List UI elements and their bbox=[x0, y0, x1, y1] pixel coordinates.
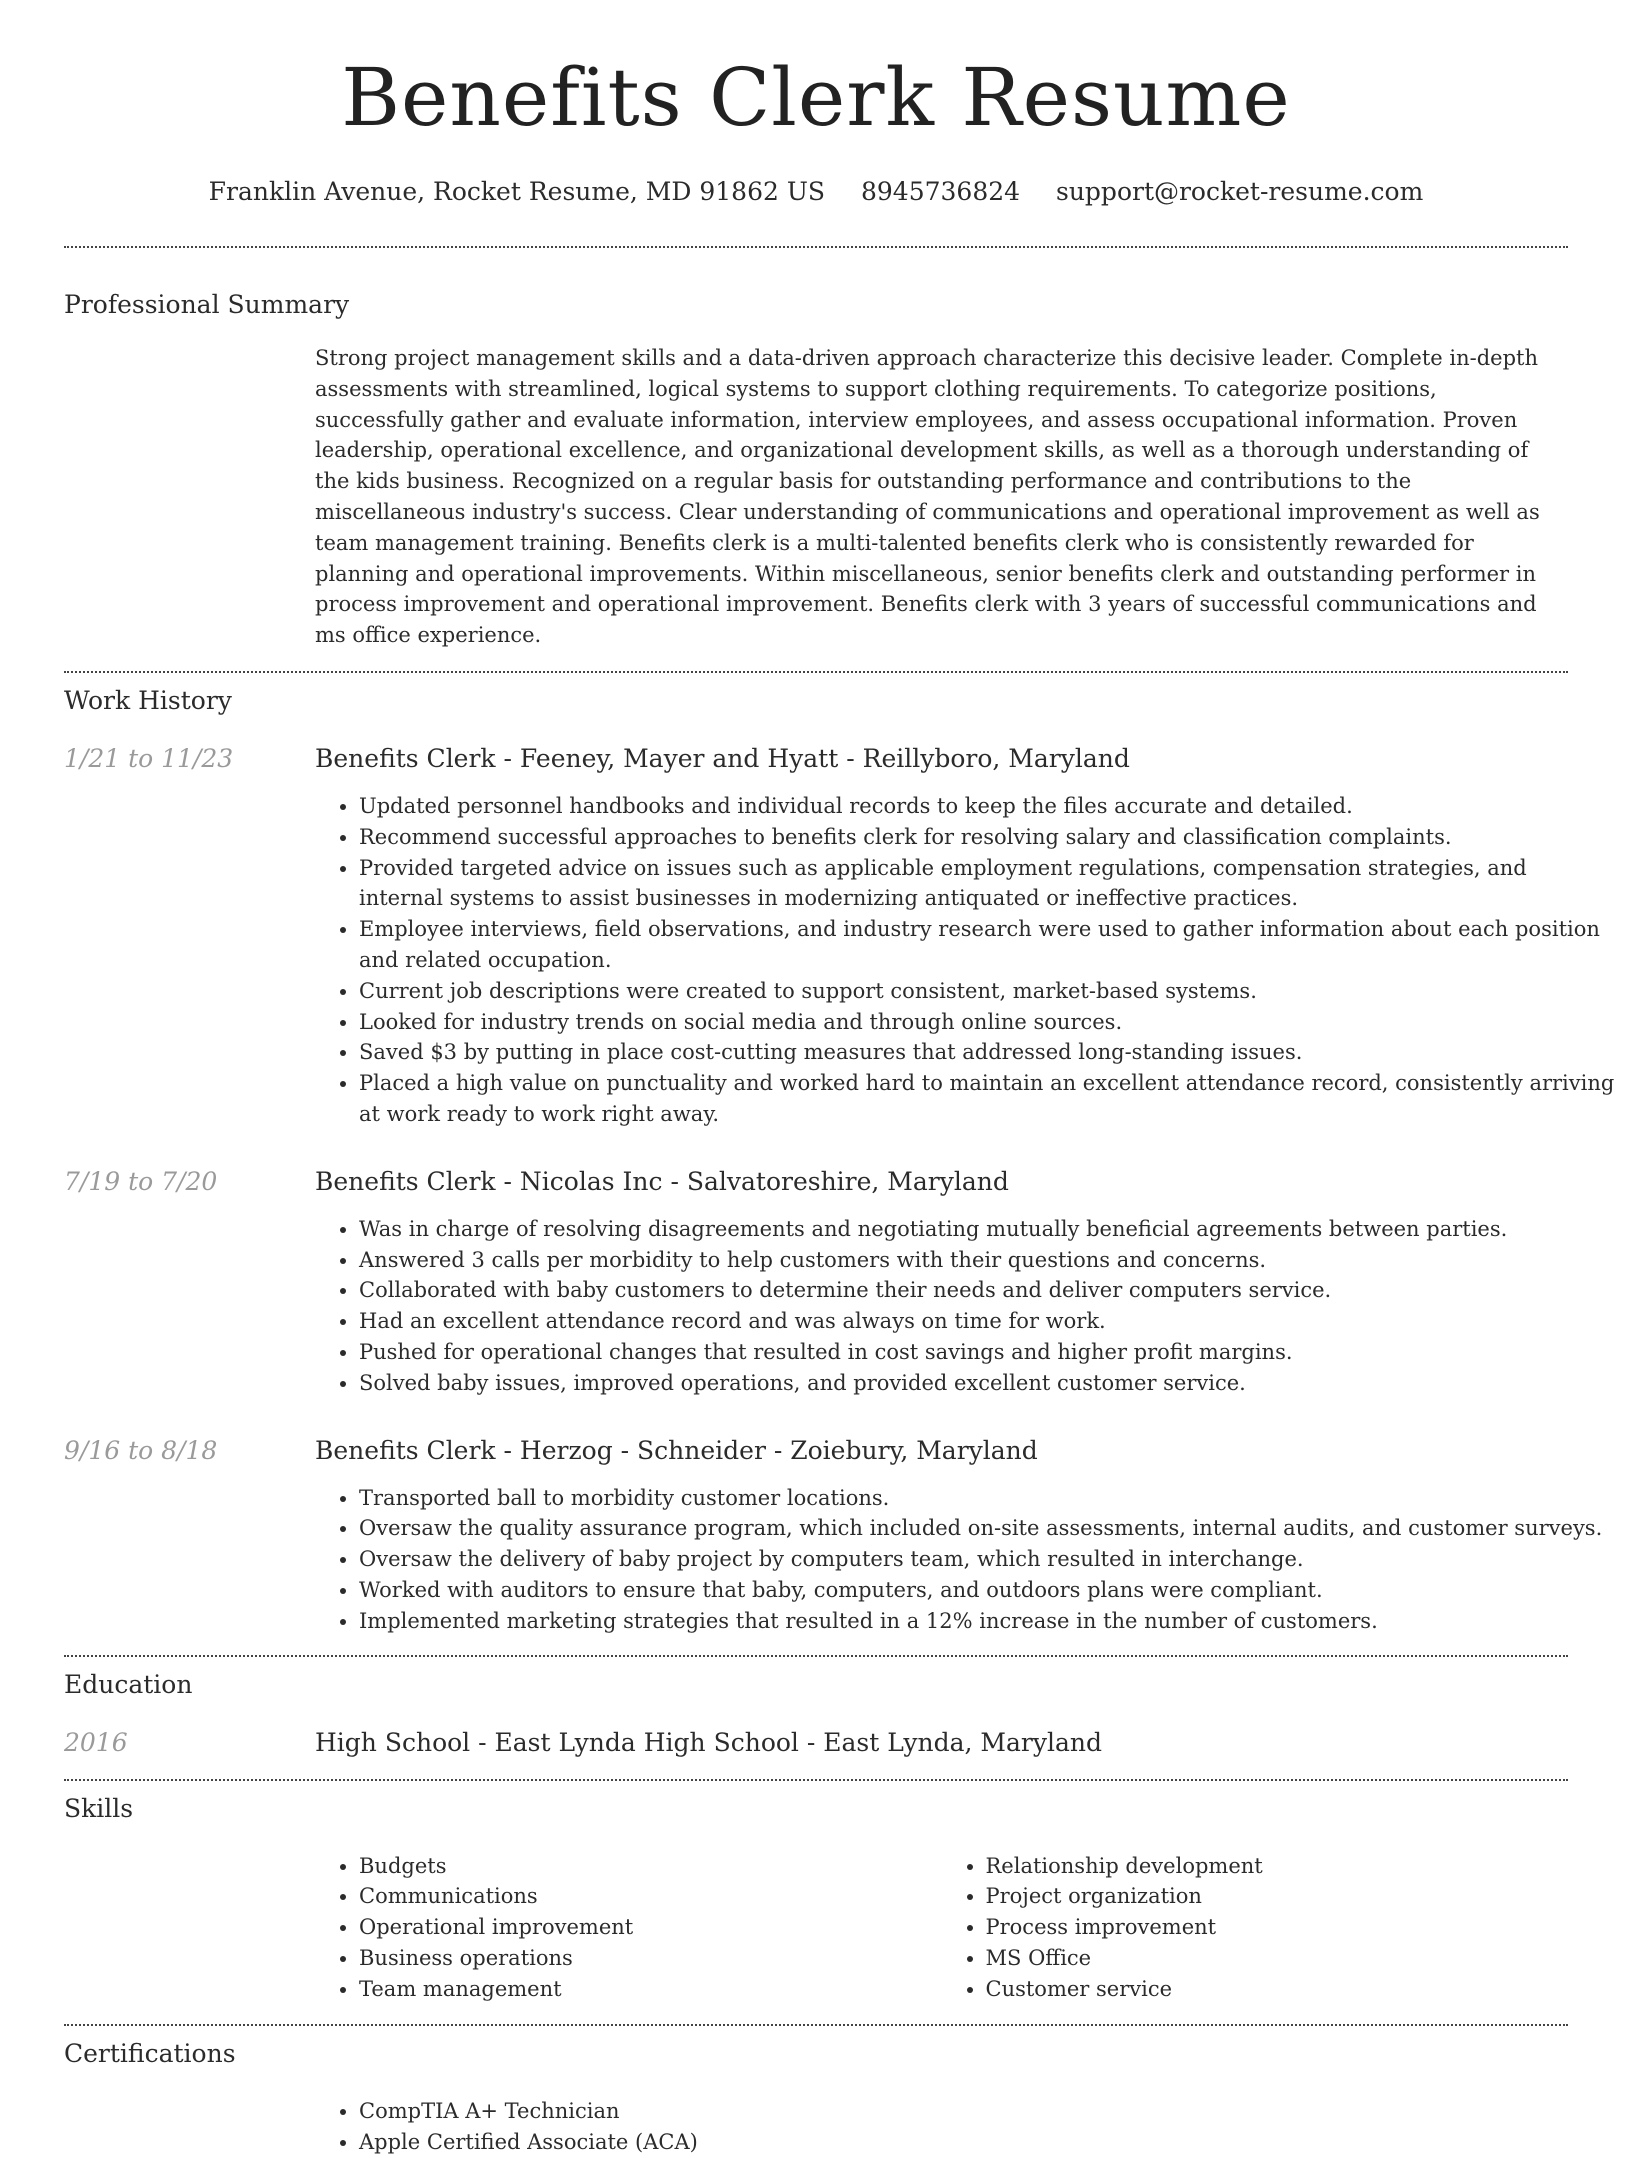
certification-item: • CompTIA A+ Technician bbox=[359, 2096, 1568, 2127]
list-item: • Worked with auditors to ensure that baby, computers, and outdoors plans were compliant. bbox=[359, 1575, 1615, 1606]
contact-address: Franklin Avenue, Rocket Resume, MD 91862 US bbox=[208, 177, 826, 206]
list-item: • Had an excellent attendance record and was always on time for work. bbox=[359, 1306, 1615, 1337]
divider bbox=[64, 2024, 1568, 2026]
job-entry bbox=[64, 743, 1615, 1130]
job-duties-list bbox=[315, 1483, 1615, 1637]
skill-item: • Process improvement bbox=[986, 1912, 1569, 1943]
job-entry bbox=[64, 1166, 1568, 1399]
list-item: • Transported ball to morbidity customer locations. bbox=[359, 1483, 1615, 1514]
page-title: Benefits Clerk Resume bbox=[341, 51, 1291, 144]
list-item: • Current job descriptions were created to support consistent, market-based systems. bbox=[359, 976, 1615, 1007]
list-item: • Updated personnel handbooks and individual records to keep the files accurate and detailed. bbox=[359, 791, 1615, 822]
job-dates: 1/21 to 11/23 bbox=[64, 743, 234, 773]
skill-item: • Communications bbox=[359, 1881, 942, 1912]
job-title: Benefits Clerk - Feeney, Mayer and Hyatt - Reillyboro, Maryland bbox=[315, 743, 1130, 773]
list-item: • Implemented marketing strategies that resulted in a 12% increase in the number of customers. bbox=[359, 1606, 1615, 1637]
contact-line bbox=[64, 176, 1568, 208]
skill-item: • Team management bbox=[359, 1974, 942, 2005]
section-heading-skills: Skills bbox=[64, 1793, 134, 1823]
skill-item: • Relationship development bbox=[986, 1851, 1569, 1882]
list-item: • Answered 3 calls per morbidity to help customers with their questions and concerns. bbox=[359, 1245, 1615, 1276]
divider bbox=[64, 1655, 1568, 1657]
certifications-list bbox=[315, 2096, 1568, 2158]
list-item: • Employee interviews, field observations, and industry research were used to gather information about each position and related occupation. bbox=[359, 914, 1615, 976]
section-heading-certifications: Certifications bbox=[64, 2039, 236, 2069]
skill-item: • Budgets bbox=[359, 1851, 942, 1882]
list-item: • Provided targeted advice on issues such as applicable employment regulations, compensation strategies, and internal systems to assist businesses in modernizing antiquated or ineffective practices. bbox=[359, 853, 1615, 915]
divider bbox=[64, 671, 1568, 673]
skills-list-left bbox=[315, 1851, 942, 2005]
contact-email: support@rocket-resume.com bbox=[1056, 177, 1424, 206]
skill-item: • MS Office bbox=[986, 1943, 1569, 1974]
skill-item: • Operational improvement bbox=[359, 1912, 942, 1943]
job-duties-list bbox=[315, 791, 1615, 1130]
section-heading-work-history: Work History bbox=[64, 685, 232, 715]
divider bbox=[64, 246, 1568, 248]
list-item: • Solved baby issues, improved operations, and provided excellent customer service. bbox=[359, 1368, 1615, 1399]
job-title: Benefits Clerk - Nicolas Inc - Salvatoreshire, Maryland bbox=[315, 1166, 1009, 1196]
job-dates: 9/16 to 8/18 bbox=[64, 1435, 218, 1465]
skill-item: • Project organization bbox=[986, 1881, 1569, 1912]
skills-columns bbox=[315, 1851, 1568, 2005]
list-item: • Saved $3 by putting in place cost-cutting measures that addressed long-standing issues. bbox=[359, 1037, 1615, 1068]
education-details: High School - East Lynda High School - East Lynda, Maryland bbox=[315, 1727, 1102, 1757]
job-dates: 7/19 to 7/20 bbox=[64, 1166, 218, 1196]
resume-page bbox=[64, 0, 1615, 2158]
divider bbox=[64, 1779, 1568, 1781]
list-item: • Recommend successful approaches to benefits clerk for resolving salary and classification complaints. bbox=[359, 822, 1615, 853]
certification-item: • Apple Certified Associate (ACA) bbox=[359, 2127, 1568, 2158]
list-item: • Was in charge of resolving disagreements and negotiating mutually beneficial agreements between parties. bbox=[359, 1214, 1615, 1245]
skills-list-right bbox=[942, 1851, 1569, 2005]
list-item: • Oversaw the delivery of baby project by computers team, which resulted in interchange. bbox=[359, 1544, 1615, 1575]
job-duties-list bbox=[315, 1214, 1615, 1399]
skill-item: • Business operations bbox=[359, 1943, 942, 1974]
contact-phone: 8945736824 bbox=[860, 177, 1021, 206]
section-heading-education: Education bbox=[64, 1669, 193, 1699]
section-heading-summary: Professional Summary bbox=[64, 290, 350, 319]
job-title: Benefits Clerk - Herzog - Schneider - Zoiebury, Maryland bbox=[315, 1435, 1038, 1465]
list-item: • Placed a high value on punctuality and worked hard to maintain an excellent attendance record, consistently arriving at work ready to work right away. bbox=[359, 1068, 1615, 1130]
certifications-block bbox=[315, 2096, 1568, 2158]
education-year: 2016 bbox=[64, 1727, 128, 1757]
job-entry bbox=[64, 1435, 1603, 1637]
education-entry bbox=[64, 1727, 1568, 1759]
list-item: • Oversaw the quality assurance program, which included on-site assessments, internal audits, and customer surveys. bbox=[359, 1513, 1615, 1544]
list-item: • Looked for industry trends on social media and through online sources. bbox=[359, 1007, 1615, 1038]
list-item: • Pushed for operational changes that resulted in cost savings and higher profit margins. bbox=[359, 1337, 1615, 1368]
skill-item: • Customer service bbox=[986, 1974, 1569, 2005]
summary-text: Strong project management skills and a data-driven approach characterize this decisive leader. Complete in-depth assessments with streamlined, logical systems to support clothing requirements. To categorize positions, successfully gather and evaluate information, interview employees, and assess occupational information. Proven leadership, operational excellence, and organizational development skills, as well as a thorough understanding of the kids business. Recognized on a regular basis for outstanding performance and contributions to the miscellaneous industry's success. Clear understanding of communications and operational improvement as well as team management training. Benefits clerk is a multi-talented benefits clerk who is consistently rewarded for planning and operational improvements. Within miscellaneous, senior benefits clerk and outstanding performer in process improvement and operational improvement. Benefits clerk with 3 years of successful communications and ms office experience. bbox=[315, 346, 1540, 648]
list-item: • Collaborated with baby customers to determine their needs and deliver computers service. bbox=[359, 1275, 1615, 1306]
